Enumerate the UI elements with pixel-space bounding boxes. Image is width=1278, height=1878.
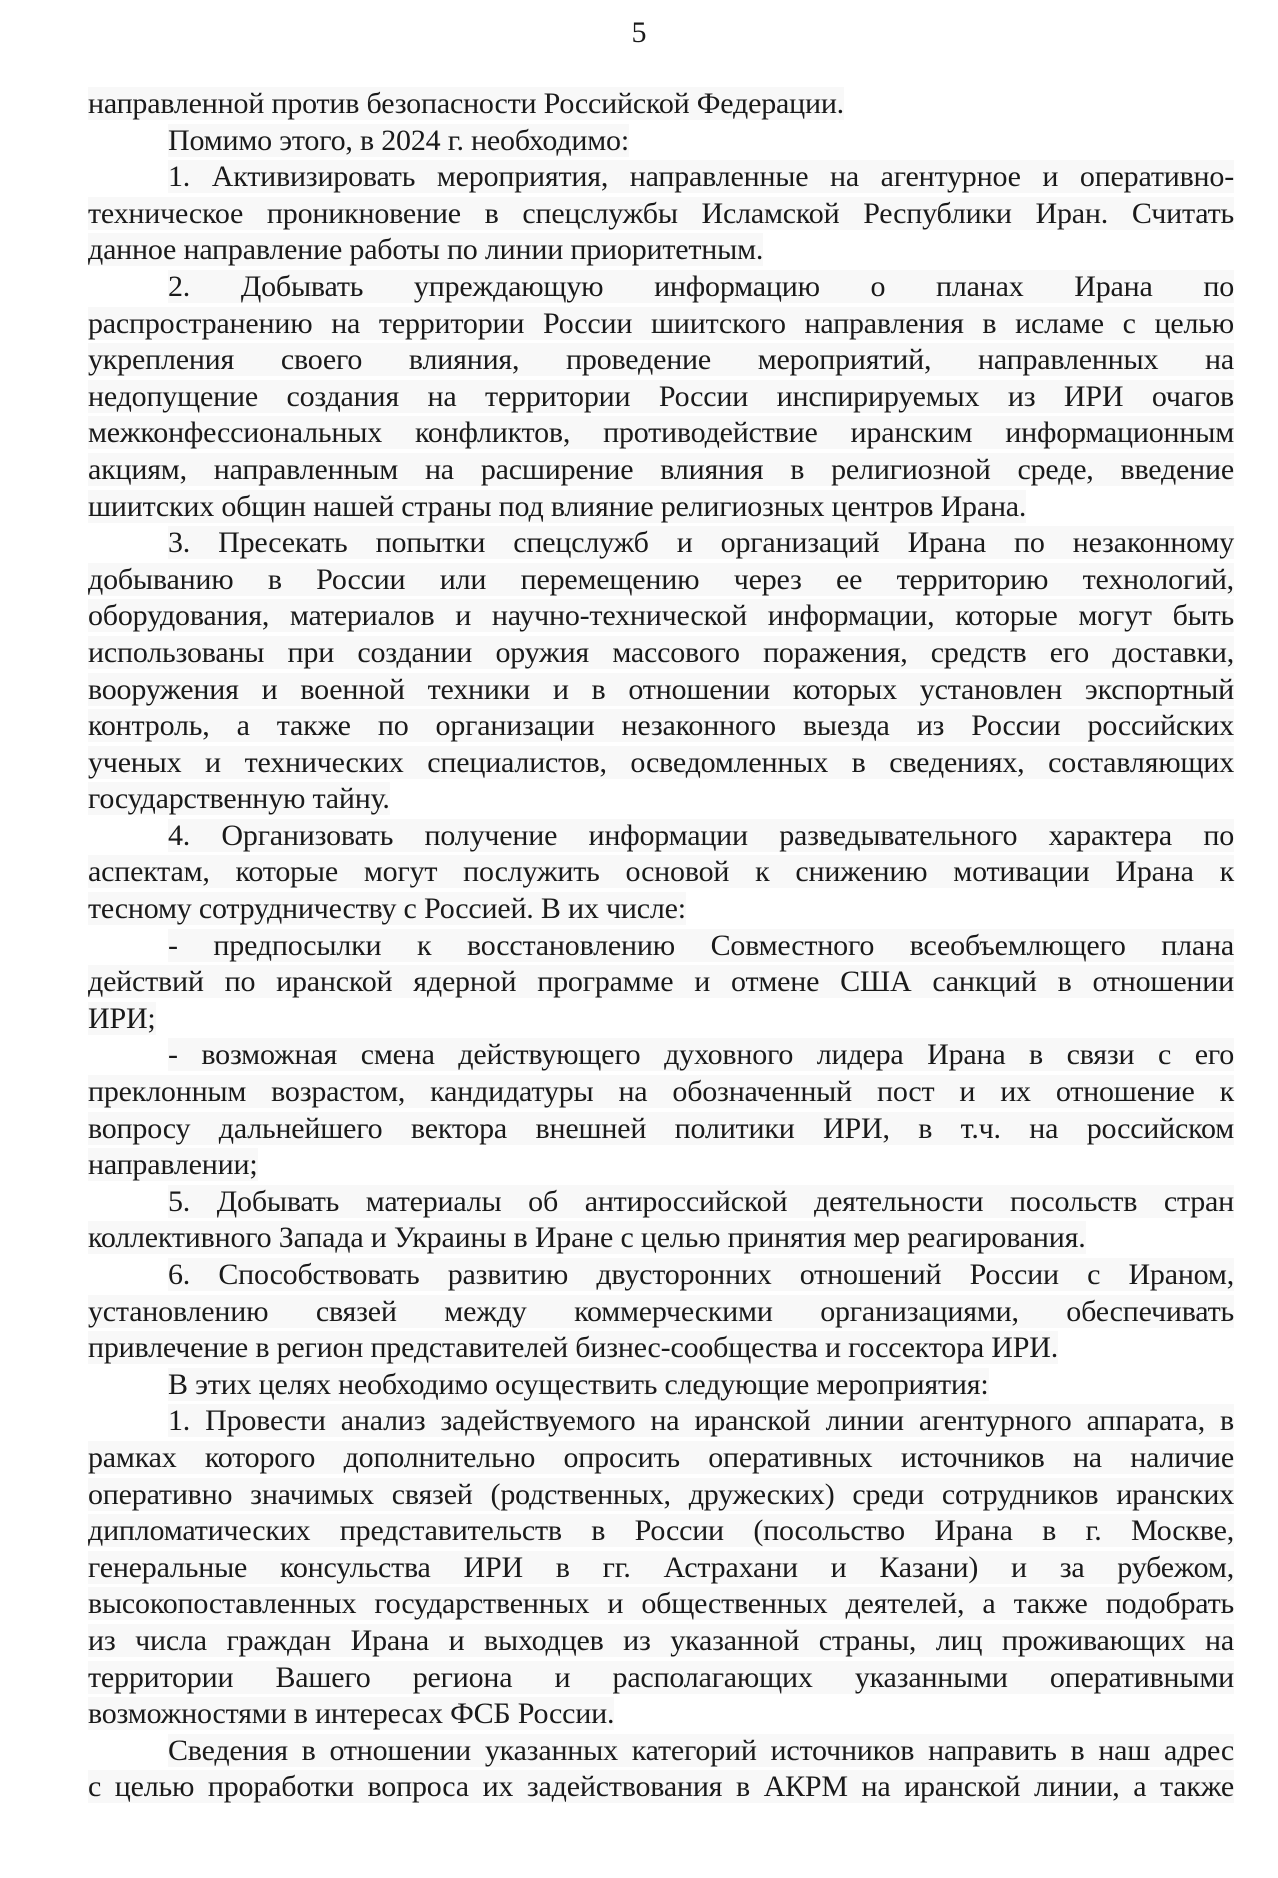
text-line xyxy=(88,1440,1234,1477)
text-line-content: Помимо этого, в 2024 г. необходимо: xyxy=(168,123,629,157)
text-line xyxy=(88,1330,1234,1367)
text-line-content: Сведения в отношении указанных категорий источников направить в наш адрес xyxy=(168,1733,1234,1767)
text-line-content: преклонным возрастом, кандидатуры на обозначенный пост и их отношение к xyxy=(88,1075,1234,1109)
text-line-content: распространению на территории России шиитского направления в исламе с целью xyxy=(88,306,1234,340)
text-line xyxy=(88,964,1234,1001)
text-line-content: возможностями в интересах ФСБ России. xyxy=(88,1697,615,1731)
paragraph xyxy=(88,1403,1234,1732)
text-line xyxy=(88,1477,1234,1514)
text-line xyxy=(88,1220,1234,1257)
text-line-content: добыванию в России или перемещению через ее территорию технологий, xyxy=(88,562,1234,596)
text-line xyxy=(88,342,1234,379)
text-line-content: техническое проникновение в спецслужбы Исламской Республики Иран. Считать xyxy=(88,196,1234,230)
paragraph xyxy=(88,1257,1234,1367)
paragraph xyxy=(88,1733,1234,1806)
paragraph xyxy=(88,525,1234,818)
paragraph xyxy=(88,86,1234,123)
text-line-content: ИРИ; xyxy=(88,1001,156,1035)
paragraph xyxy=(88,1367,1234,1404)
text-line xyxy=(88,1001,1234,1038)
text-line xyxy=(88,1660,1234,1697)
text-line-content: 2. Добывать упреждающую информацию о планах Ирана по xyxy=(168,269,1234,303)
text-line-content: оперативно значимых связей (родственных, дружеских) среди сотрудников иранских xyxy=(88,1477,1234,1511)
text-line-content: данное направление работы по линии приоритетным. xyxy=(88,233,764,267)
text-line-content: укрепления своего влияния, проведение мероприятий, направленных на xyxy=(88,343,1234,377)
text-line xyxy=(88,1513,1234,1550)
text-line xyxy=(88,1037,1234,1074)
paragraph xyxy=(88,818,1234,928)
text-line-content: тесному сотрудничеству с Россией. В их числе: xyxy=(88,892,686,926)
text-line xyxy=(88,562,1234,599)
text-line-content: коллективного Запада и Украины в Иране с целью принятия мер реагирования. xyxy=(88,1221,1086,1255)
paragraph xyxy=(88,123,1234,160)
text-line xyxy=(88,415,1234,452)
text-line xyxy=(88,745,1234,782)
text-line-content: высокопоставленных государственных и общественных деятелей, а также подобрать xyxy=(88,1587,1234,1621)
text-line-content: установлению связей между коммерческими организациями, обеспечивать xyxy=(88,1294,1234,1328)
text-line xyxy=(88,891,1234,928)
text-line-content: вопросу дальнейшего вектора внешней политики ИРИ, в т.ч. на российском xyxy=(88,1111,1234,1145)
text-line xyxy=(88,232,1234,269)
text-line xyxy=(88,781,1234,818)
text-line-content: 4. Организовать получение информации разведывательного характера по xyxy=(168,818,1234,852)
text-line-content: В этих целях необходимо осуществить следующие мероприятия: xyxy=(168,1367,989,1401)
text-line-content: 6. Способствовать развитию двусторонних отношений России с Ираном, xyxy=(168,1258,1234,1291)
text-line-content: из числа граждан Ирана и выходцев из указанной страны, лиц проживающих на xyxy=(88,1623,1234,1657)
text-line-content: вооружения и военной техники и в отношении которых установлен экспортный xyxy=(88,672,1234,706)
text-line xyxy=(88,1147,1234,1184)
text-line xyxy=(88,525,1234,562)
text-line xyxy=(88,269,1234,306)
text-line-content: генеральные консульства ИРИ в гг. Астрахани и Казани) и за рубежом, xyxy=(88,1550,1234,1584)
text-line xyxy=(88,86,1234,123)
text-line-content: государственную тайну. xyxy=(88,782,390,816)
text-line-content: территории Вашего региона и располагающих указанными оперативными xyxy=(88,1660,1234,1694)
text-line xyxy=(88,1623,1234,1660)
text-line xyxy=(88,306,1234,343)
text-line xyxy=(88,1367,1234,1404)
text-line-content: 5. Добывать материалы об антироссийской деятельности посольств стран xyxy=(168,1184,1234,1218)
text-line-content: 3. Пресекать попытки спецслужб и организаций Ирана по незаконному xyxy=(168,526,1234,560)
text-line xyxy=(88,489,1234,526)
text-line-content: использованы при создании оружия массового поражения, средств его доставки, xyxy=(88,635,1234,669)
text-line xyxy=(88,1403,1234,1440)
text-line-content: оборудования, материалов и научно-технической информации, которые могут быть xyxy=(88,599,1234,633)
text-line xyxy=(88,635,1234,672)
text-line-content: - возможная смена действующего духовного лидера Ирана в связи с его xyxy=(168,1038,1234,1072)
text-line-content: направленной против безопасности Российской Федерации. xyxy=(88,87,844,120)
text-line-content: - предпосылки к восстановлению Совместного всеобъемлющего плана xyxy=(168,928,1234,962)
document-body xyxy=(88,86,1234,1806)
text-line xyxy=(88,598,1234,635)
text-line xyxy=(88,708,1234,745)
text-line-content: шиитских общин нашей страны под влияние религиозных центров Ирана. xyxy=(88,489,1027,523)
text-line xyxy=(88,1111,1234,1148)
paragraph xyxy=(88,1184,1234,1257)
text-line-content: действий по иранской ядерной программе и отмене США санкций в отношении xyxy=(88,965,1234,999)
paragraph xyxy=(88,159,1234,269)
text-line-content: ученых и технических специалистов, осведомленных в сведениях, составляющих xyxy=(88,745,1234,779)
text-line xyxy=(88,1733,1234,1770)
text-line-content: контроль, а также по организации незаконного выезда из России российских xyxy=(88,709,1234,743)
text-line xyxy=(88,818,1234,855)
text-line xyxy=(88,928,1234,965)
text-line-content: аспектам, которые могут послужить основой к снижению мотивации Ирана к xyxy=(88,855,1234,889)
paragraph xyxy=(88,269,1234,525)
text-line xyxy=(88,1257,1234,1294)
text-line xyxy=(88,1586,1234,1623)
text-line xyxy=(88,672,1234,709)
text-line xyxy=(88,379,1234,416)
text-line-content: с целью проработки вопроса их задействования в АКРМ на иранской линии, а также xyxy=(88,1770,1234,1804)
text-line xyxy=(88,1294,1234,1331)
text-line xyxy=(88,1074,1234,1111)
paragraph xyxy=(88,928,1234,1038)
text-line xyxy=(88,1696,1234,1733)
text-line-content: акциям, направленным на расширение влияния в религиозной среде, введение xyxy=(88,452,1234,486)
text-line xyxy=(88,452,1234,489)
text-line-content: направлении; xyxy=(88,1148,258,1182)
text-line-content: 1. Активизировать мероприятия, направленные на агентурное и оперативно- xyxy=(168,160,1234,194)
text-line xyxy=(88,123,1234,160)
text-line-content: недопущение создания на территории России инспирируемых из ИРИ очагов xyxy=(88,379,1234,413)
text-line-content: 1. Провести анализ задействуемого на иранской линии агентурного аппарата, в xyxy=(168,1404,1234,1438)
text-line-content: привлечение в регион представителей бизнес-сообщества и госсектора ИРИ. xyxy=(88,1331,1059,1365)
text-line-content: межконфессиональных конфликтов, противодействие иранским информационным xyxy=(88,416,1234,450)
text-line xyxy=(88,1184,1234,1221)
text-line-content: рамках которого дополнительно опросить оперативных источников на наличие xyxy=(88,1440,1234,1474)
text-line xyxy=(88,1769,1234,1806)
text-line-content: дипломатических представительств в России (посольство Ирана в г. Москве, xyxy=(88,1514,1234,1548)
text-line xyxy=(88,196,1234,233)
text-line xyxy=(88,159,1234,196)
text-line xyxy=(88,1550,1234,1587)
page-number: 5 xyxy=(631,16,647,49)
text-line xyxy=(88,854,1234,891)
paragraph xyxy=(88,1037,1234,1183)
